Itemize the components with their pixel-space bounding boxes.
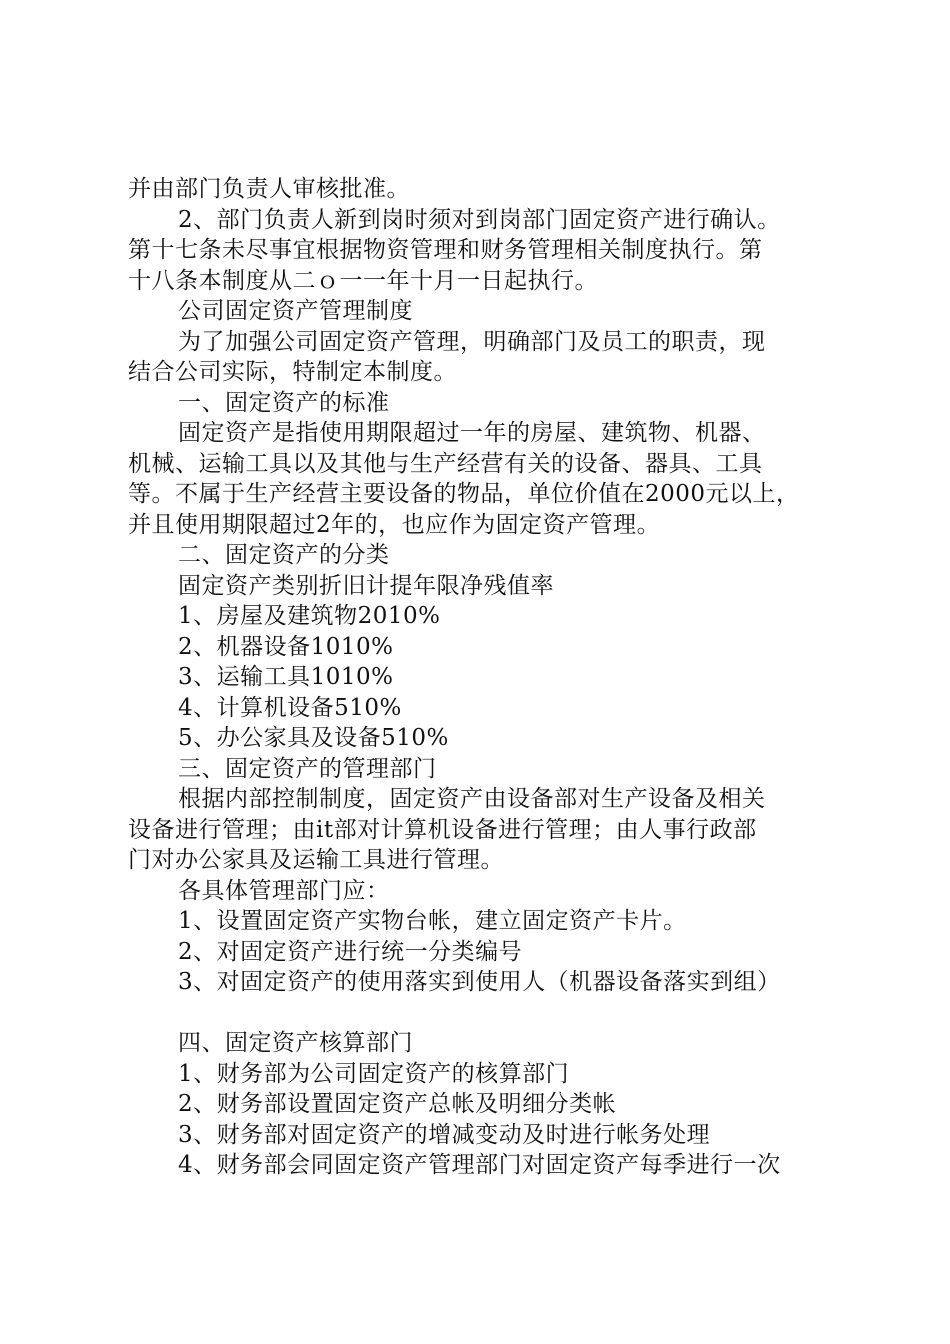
list-item: 3、对固定资产的使用落实到使用人（机器设备落实到组） (178, 969, 781, 995)
section-heading: 四、固定资产核算部门 (178, 1030, 413, 1056)
list-item: 1、设置固定资产实物台帐，建立固定资产卡片。 (178, 908, 687, 934)
text-line: 等。不属于生产经营主要设备的物品，单位价值在2000元以上， (128, 481, 800, 507)
list-item: 5、办公家具及设备510% (178, 725, 449, 751)
list-item: 1、房屋及建筑物2010% (178, 603, 441, 629)
list-item: 2、财务部设置固定资产总帐及明细分类帐 (178, 1091, 617, 1117)
text-line: 并且使用期限超过2年的，也应作为固定资产管理。 (128, 511, 661, 538)
text-line: 固定资产类别折旧计提年限净残值率 (178, 572, 554, 599)
text-line: 设备进行管理；由it部对计算机设备进行管理；由人事行政部 (128, 816, 757, 843)
list-item: 1、财务部为公司固定资产的核算部门 (178, 1060, 570, 1087)
text-line: 根据内部控制制度，固定资产由设备部对生产设备及相关 (178, 786, 766, 812)
list-item: 2、机器设备1010% (178, 633, 394, 660)
list-item: 2、对固定资产进行统一分类编号 (178, 938, 523, 965)
document-body (128, 174, 834, 1181)
text-line: 门对办公家具及运输工具进行管理。 (128, 847, 504, 873)
blank-line (128, 998, 834, 1029)
text-line: 第十七条未尽事宜根据物资管理和财务管理相关制度执行。第 (128, 237, 763, 263)
list-item: 3、财务部对固定资产的增减变动及时进行帐务处理 (178, 1121, 711, 1148)
text-line: 为了加强公司固定资产管理，明确部门及员工的职责，现 (178, 328, 766, 355)
text-line: 结合公司实际，特制定本制度。 (128, 359, 457, 385)
list-item: 3、运输工具1010% (178, 664, 394, 690)
section-heading: 二、固定资产的分类 (178, 542, 390, 568)
text-line: 并由部门负责人审核批准。 (128, 176, 410, 202)
section-title: 公司固定资产管理制度 (178, 298, 413, 324)
text-line: 十八条本制度从二ｏ一一年十月一日起执行。 (128, 267, 598, 294)
section-heading: 三、固定资产的管理部门 (178, 755, 437, 782)
list-item: 4、计算机设备510% (178, 694, 402, 721)
text-line: 各具体管理部门应： (178, 877, 390, 904)
section-heading: 一、固定资产的标准 (178, 389, 390, 416)
text-line: 固定资产是指使用期限超过一年的房屋、建筑物、机器、 (178, 420, 766, 446)
list-item: 4、财务部会同固定资产管理部门对固定资产每季进行一次 (178, 1152, 781, 1178)
text-line: 机械、运输工具以及其他与生产经营有关的设备、器具、工具 (128, 450, 763, 477)
text-line: 2、部门负责人新到岗时须对到岗部门固定资产进行确认。 (178, 206, 781, 233)
